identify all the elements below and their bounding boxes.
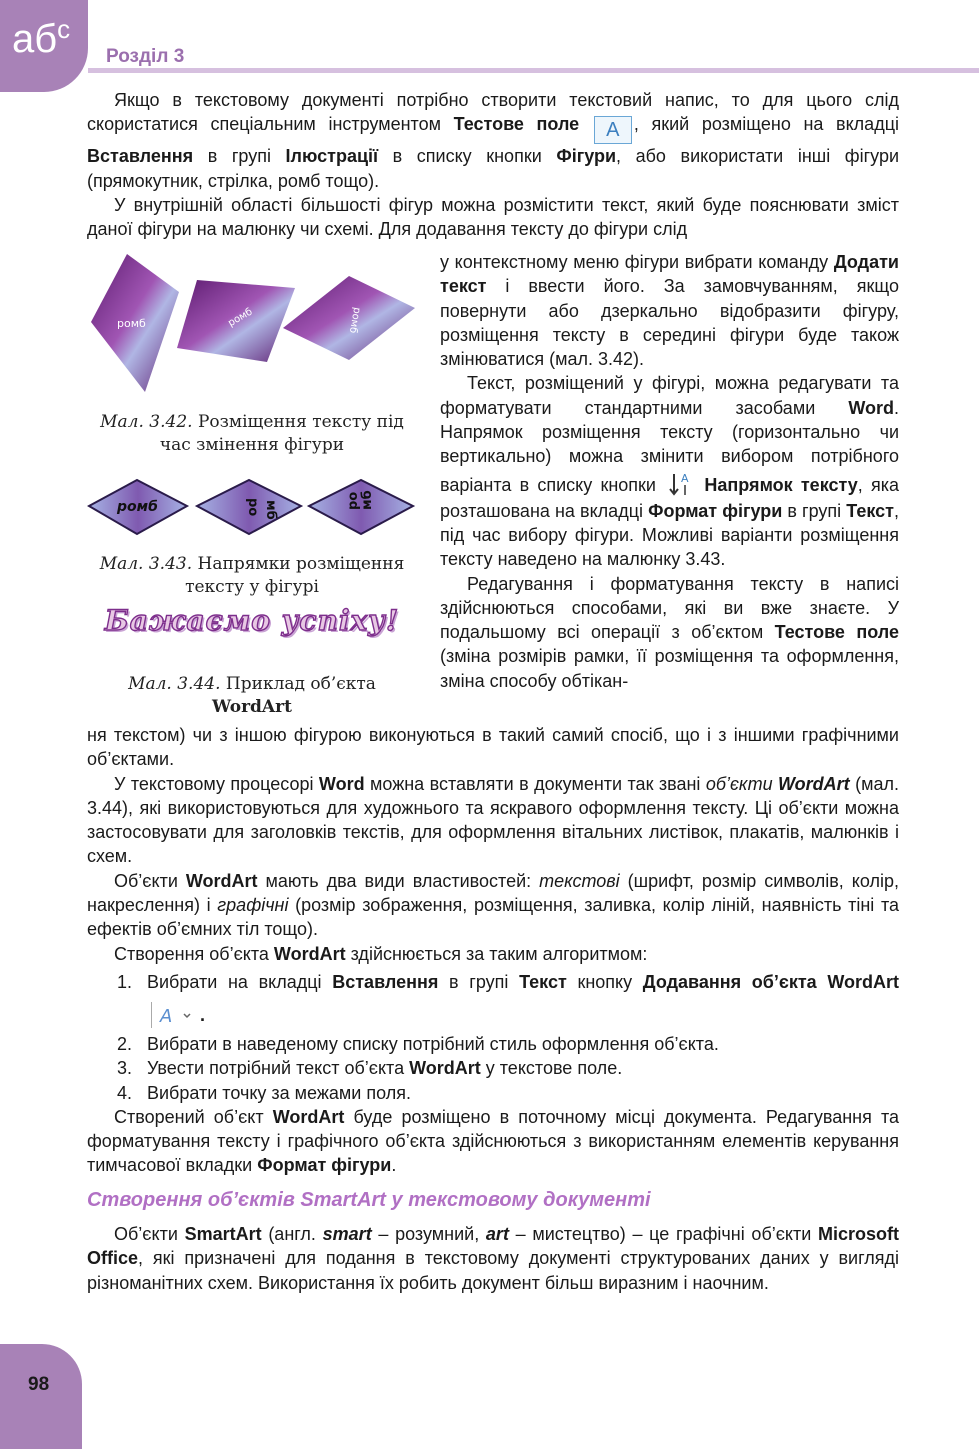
subsection-heading: Створення об’єктів SmartArt у текстовому документі bbox=[87, 1189, 651, 1211]
svg-text:A: A bbox=[681, 471, 689, 485]
vertical-label-b: мб bbox=[263, 500, 278, 520]
lower-paragraph-2: Об’єкти WordArt мають два види властивостей: текстові (шрифт, розмір символів, колір, накреслення) і графічні (розмір зображення, розміщення, заливка, колір ліній, наявність тіні та ефектів об’ємних тіл тощо). bbox=[87, 870, 899, 940]
caption-3-44: Мал. 3.44. Приклад об’єкта WordArt bbox=[128, 674, 376, 717]
caption-3-42: Мал. 3.42. Розміщення тексту під час змінення фігури bbox=[100, 412, 404, 455]
svg-text:A: A bbox=[160, 1005, 173, 1027]
rhombus-label-1: ромб bbox=[117, 317, 146, 330]
algorithm-list bbox=[87, 966, 899, 1105]
list-item: 3. Увести потрібний текст об’єкта WordArt у текстове поле. bbox=[117, 1058, 623, 1079]
paragraph-2: У внутрішній області більшості фігур можна розмістити текст, який буде пояснювати зміст даної фігури на малюнку чи схемі. Для додавання тексту до фігури слід bbox=[87, 194, 899, 240]
section-title: Розділ 3 bbox=[106, 46, 185, 67]
wordart-icon bbox=[151, 1002, 200, 1028]
page-number: 98 bbox=[28, 1374, 50, 1395]
page-tab bbox=[0, 1344, 82, 1449]
figure-3-43 bbox=[87, 476, 417, 542]
horizontal-label: ромб bbox=[117, 499, 158, 515]
rhombus-label-2: ромб bbox=[226, 306, 255, 330]
right-paragraph-1: у контекстному меню фігури вибрати команду Додати текст і ввести його. За замовчуванням, якщо повернути або дзеркально відобразити фігуру, розміщення тексту в середині фігури буде також змінюватися (мал. 3.42). bbox=[440, 252, 899, 370]
list-item: 1. Вибрати на вкладці Вставлення в групі Текст кнопку Додавання об’єкта WordArt A . bbox=[117, 971, 899, 1027]
vertical-label-c: ро bbox=[346, 491, 361, 510]
intro-text bbox=[87, 88, 899, 241]
lower-paragraph-0: ня текстом) чи з іншою фігурою виконуються в такий самий спосіб, що і з іншими графічними об’єктами. bbox=[87, 725, 899, 770]
right-paragraph-3: Редагування і форматування тексту в написі здійснюються способами, які ви вже знаєте. У подальшому всі операції з об’єктом Тестове поле (зміна розмірів рамки, її розміщення та оформлення, зміна способу обтікан- bbox=[440, 573, 899, 691]
caption-3-43: Мал. 3.43. Напрямки розміщення тексту у фігурі bbox=[99, 554, 405, 597]
header-rule bbox=[88, 68, 979, 73]
rhombus-label-3: ромб bbox=[346, 306, 363, 334]
list-item: 4. Вибрати точку за межами поля. bbox=[117, 1082, 411, 1103]
lower-paragraph-4: Створений об’єкт WordArt буде розміщено в поточному місці документа. Редагування та форматування тексту і графічного об’єкта здійснюються з використанням елементів керування тимчасової вкладки Формат фігури. bbox=[87, 1106, 899, 1176]
chapter-logo: $аб^с$ bbox=[0, 0, 88, 92]
paragraph-1: Якщо в текстовому документі потрібно створити текстовий напис, то для цього слід скористатися спеціальним інструментом Тестове поле A , який розміщено на вкладці Вставлення в групі Ілюстрації в списку кнопки Фігури, або використати інші фігури (прямокутник, стрілка, ромб тощо). bbox=[87, 90, 900, 191]
text-direction-icon bbox=[664, 469, 696, 499]
right-paragraph-2: Текст, розміщений у фігурі, можна редагувати та форматувати стандартними засобами Word. Напрямок розміщення тексту (горизонтально чи вертикально) можна змінити вибором потрібного варіанта в списку кнопки A Напрямок тексту, яка розташована на вкладці Формат фігури в групі Текст, під час вибору фігури. Можливі варіанти розміщення тексту наведено на малюнку 3.43. bbox=[440, 373, 899, 570]
lower-paragraph-1: У текстовому процесорі Word можна вставляти в документи так звані об’єкти WordArt (мал. 3.44), які використовуються для художнього та яскравого оформлення тексту. Ці об’єкти можна застосовувати для заголовків текстів, для оформлення вітальних листівок, плакатів, малюнків і схем. bbox=[87, 773, 899, 867]
figure-3-42 bbox=[87, 252, 417, 400]
lower-text bbox=[87, 723, 899, 1178]
text-box-icon: A bbox=[594, 116, 632, 144]
vertical-label-d: мб bbox=[360, 490, 375, 510]
wordart-sample: Бажаємо успіху! bbox=[104, 604, 400, 637]
vertical-label-a: ро bbox=[245, 498, 260, 517]
list-item: 2. Вибрати в наведеному списку потрібний стиль оформлення об’єкта. bbox=[117, 1033, 719, 1054]
right-column-text bbox=[440, 250, 899, 693]
lower-paragraph-3: Створення об’єкта WordArt здійснюється за таким алгоритмом: bbox=[114, 943, 648, 964]
smartart-paragraph: Об’єкти SmartArt (англ. smart – розумний, art – мистецтво) – це графічні об’єкти Microsoft Office, які призначені для подання в текстовому документі структурованих даних у вигляді різноманітних схем. Використання їх робить документ більш виразним і наочним. bbox=[87, 1224, 900, 1293]
rhombus-shape-3 bbox=[283, 276, 415, 360]
